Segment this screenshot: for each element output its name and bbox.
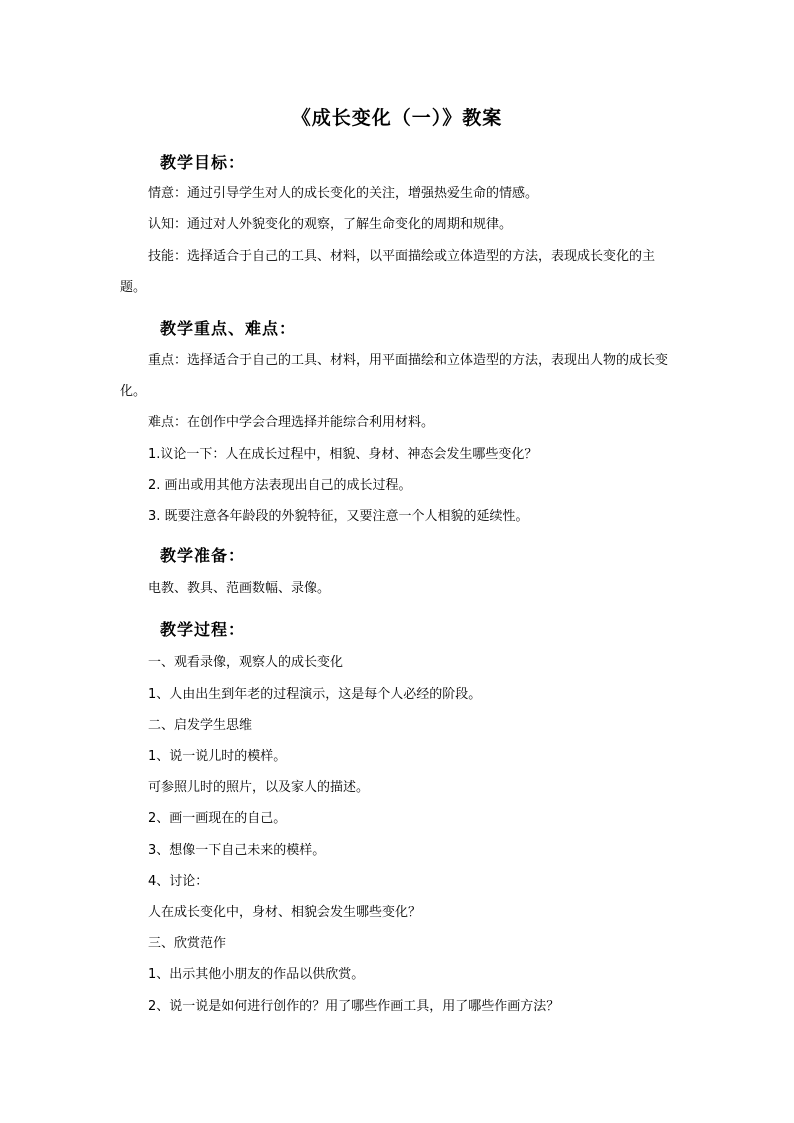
- process-line: 3、想像一下自己未来的模样。: [148, 843, 326, 858]
- goal-cognition: 认知：通过对人外貌变化的观察，了解生命变化的周期和规律。: [148, 217, 513, 232]
- process-line: 2、说一说是如何进行创作的？用了哪些作画工具，用了哪些作画方法？: [148, 999, 560, 1014]
- process-line: 可参照儿时的照片，以及家人的描述。: [148, 780, 370, 795]
- process-line: 1、出示其他小朋友的作品以供欣赏。: [148, 967, 365, 982]
- key-item-2: 2. 画出或用其他方法表现出自己的成长过程。: [148, 478, 412, 493]
- page-title: 《成长变化（一）》教案: [291, 107, 503, 129]
- section-heading-preparation: 教学准备：: [160, 546, 246, 565]
- key-item-1: 1.议论一下：人在成长过程中，相貌、身材、神态会发生哪些变化？: [148, 447, 538, 462]
- preparation-text: 电教、教具、范画数幅、录像。: [148, 581, 331, 596]
- difficulty-point: 难点：在创作中学会合理选择并能综合利用材料。: [148, 415, 435, 430]
- process-line: 4、讨论：: [148, 874, 209, 889]
- key-point: 重点：选择适合于自己的工具、材料，用平面描绘和立体造型的方法，表现出人物的成长变化。: [120, 353, 669, 399]
- goal-emotion: 情意：通过引导学生对人的成长变化的关注，增强热爱生命的情感。: [148, 186, 539, 201]
- process-line: 三、欣赏范作: [148, 936, 227, 951]
- process-line: 2、画一画现在的自己。: [148, 811, 287, 826]
- process-line: 二、启发学生思维: [148, 718, 253, 733]
- section-heading-process: 教学过程：: [160, 620, 246, 639]
- section-heading-key-points: 教学重点、难点：: [160, 319, 297, 338]
- key-item-3: 3. 既要注意各年龄段的外貌特征，又要注意一个人相貌的延续性。: [148, 509, 529, 524]
- process-line: 1、人由出生到年老的过程演示，这是每个人必经的阶段。: [148, 687, 482, 702]
- process-line: 人在成长变化中，身材、相貌会发生哪些变化？: [148, 905, 422, 920]
- goal-skill: 技能：选择适合于自己的工具、材料，以平面描绘或立体造型的方法，表现成长变化的主题。: [120, 249, 656, 295]
- process-line: 一、观看录像，观察人的成长变化: [148, 655, 344, 670]
- section-heading-goals: 教学目标：: [160, 153, 246, 172]
- process-line: 1、说一说儿时的模样。: [148, 749, 287, 764]
